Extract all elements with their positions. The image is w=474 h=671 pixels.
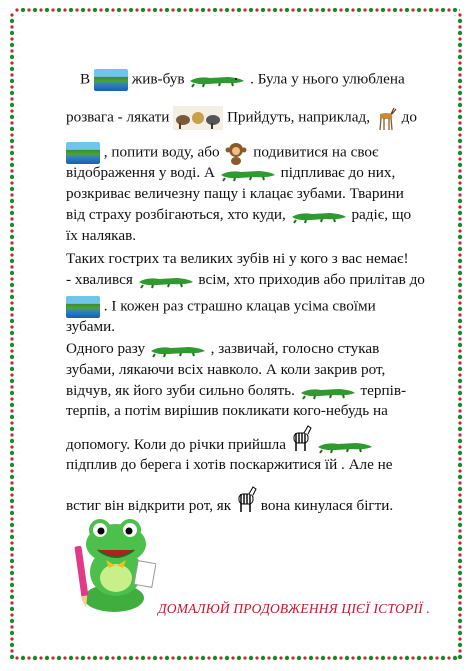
river-image [94, 69, 128, 91]
story-line-10: . І кожен раз страшно клацав усіма своїми [66, 296, 376, 318]
zebra-image [235, 486, 257, 514]
crocodile-image [188, 72, 246, 88]
river-image [66, 296, 100, 318]
story-line-14: відчув, як його зуби сильно болять. терпів- [66, 382, 407, 399]
story-line-13: зубами, лякаючи всіх навколо. А коли закрив рот, [66, 361, 386, 378]
story-line-16: допомогу. Коли до річки прийшла [66, 435, 374, 455]
story-line-2: розвага - лякати Прийдуть, наприклад, до [66, 104, 417, 132]
story-line-12: Одного разу , зазвичай, голосно стукав [66, 340, 380, 357]
antelope-image [374, 104, 398, 132]
story-line-6: від страху розбігаються, хто куди, радіє, що [66, 206, 412, 223]
story-line-4: відображення у воді. А підпливає до них, [66, 164, 396, 181]
animals-image [173, 106, 223, 130]
story-line-11: зубами. [66, 318, 116, 335]
story-line-18: встиг він відкрити рот, як вона кинулася бігти. [66, 496, 393, 516]
zebra-image [290, 425, 312, 453]
river-image [66, 142, 100, 164]
footer-instruction: ДОМАЛЮЙ ПРОДОВЖЕННЯ ЦІЄЇ ІСТОРІЇ . [158, 601, 431, 616]
story-line-17: підплив до берега і хотів поскаржитися їй . Але не [66, 456, 393, 473]
crocodile-image [316, 438, 374, 454]
story-line-15: терпів, а потім вирішив покликати кого-небудь на [66, 402, 388, 419]
crocodile-image [299, 384, 357, 400]
story-line-7: їх налякав. [66, 227, 137, 244]
story-line-1: В жив-був . Була у нього улюблена [80, 69, 405, 91]
crocodile-image [219, 166, 277, 182]
story-line-3: , попити воду, або подивитися на своє [66, 140, 379, 166]
crocodile-image [290, 208, 348, 224]
story-line-9: - хвалився всім, хто приходив або прилітав до [66, 271, 425, 288]
story-line-5: розкриває величезну пащу і клацає зубами. Тварини [66, 185, 404, 202]
frog-mascot-image [66, 512, 156, 616]
crocodile-image [149, 342, 207, 358]
story-line-8: Таких гострих та великих зубів ні у кого з вас немає! [66, 250, 409, 267]
crocodile-image [137, 273, 195, 289]
